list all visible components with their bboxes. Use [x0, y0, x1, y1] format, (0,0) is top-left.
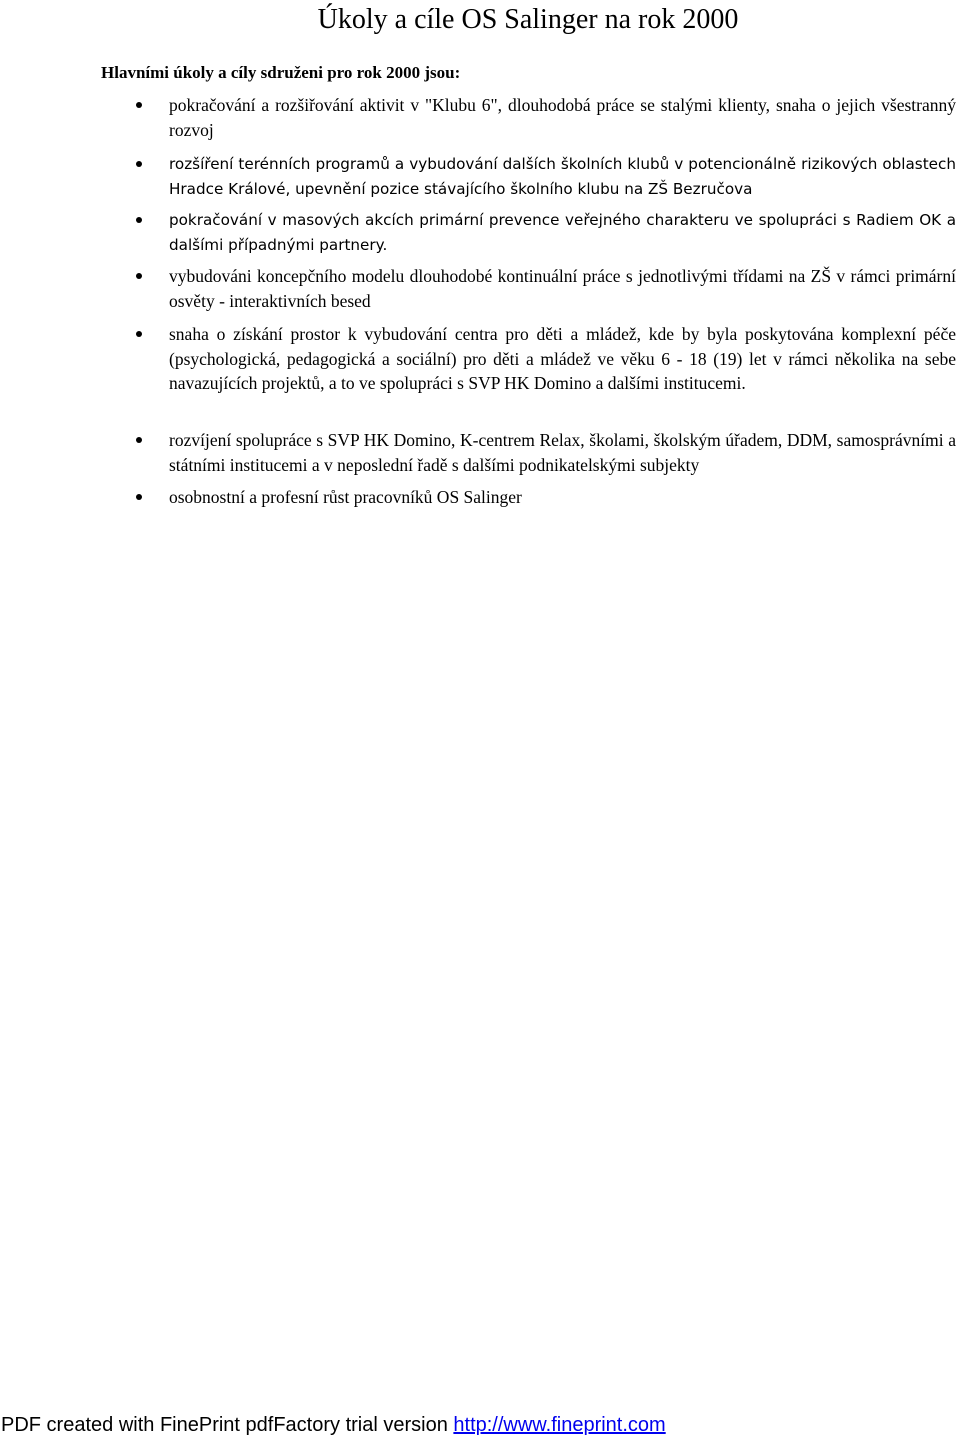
page-title: Úkoly a cíle OS Salinger na rok 2000 — [317, 4, 739, 35]
list-item-text: rozvíjení spolupráce s SVP HK Domino, K-centrem Relax, školami, školským úřadem, DDM, samosprávními a státními institucemi a v neposlední řadě s dalšími podnikatelskými subjekty — [169, 430, 956, 475]
bullet-icon — [136, 217, 142, 223]
bullet-icon — [136, 102, 142, 108]
list-item-text: snaha o získání prostor k vybudování centra pro děti a mládež, kde by byla poskytována komplexní péče (psychologická, pedagogická a sociální) pro děti a mládež ve věku 6 - 18 (19) let v rámci několika na sebe navazujících projektů, a to ve spolupráci s SVP HK Domino a dalšími institucemi. — [169, 324, 956, 393]
list-item-text: pokračování a rozšiřování aktivit v "Klubu 6", dlouhodobá práce se stalými klienty, snaha o jejich všestranný rozvoj — [169, 95, 956, 140]
footer-link[interactable]: http://www.fineprint.com — [453, 1414, 666, 1436]
list-item — [169, 485, 956, 510]
list-item — [169, 152, 956, 201]
list-item-text: osobnostní a profesní růst pracovníků OS Salinger — [169, 487, 522, 507]
bullet-icon — [136, 161, 142, 167]
list-item-text: rozšíření terénních programů a vybudování dalších školních klubů v potencionálně rizikových oblastech Hradce Králové, upevnění pozice stávajícího školního klubu na ZŠ Bezručova — [169, 155, 956, 198]
list-item — [169, 264, 956, 313]
pdf-footer — [1, 1413, 666, 1437]
list-item — [169, 428, 956, 477]
list-item — [169, 322, 956, 396]
list-item-text: pokračování v masových akcích primární prevence veřejného charakteru ve spolupráci s Radiem OK a dalšími případnými partnery. — [169, 211, 956, 254]
list-item-text: vybudováni koncepčního modelu dlouhodobé kontinuální práce s jednotlivými třídami na ZŠ v rámci primární osvěty - interaktivních besed — [169, 266, 956, 311]
list-item — [169, 93, 956, 142]
bullet-icon — [136, 494, 142, 500]
footer-text: PDF created with FinePrint pdfFactory trial version — [1, 1414, 454, 1436]
list-item — [169, 208, 956, 257]
section-heading: Hlavními úkoly a cíly sdruženi pro rok 2000 jsou: — [101, 63, 461, 82]
bullet-icon — [136, 331, 142, 337]
bullet-icon — [136, 273, 142, 279]
bullet-icon — [136, 437, 142, 443]
